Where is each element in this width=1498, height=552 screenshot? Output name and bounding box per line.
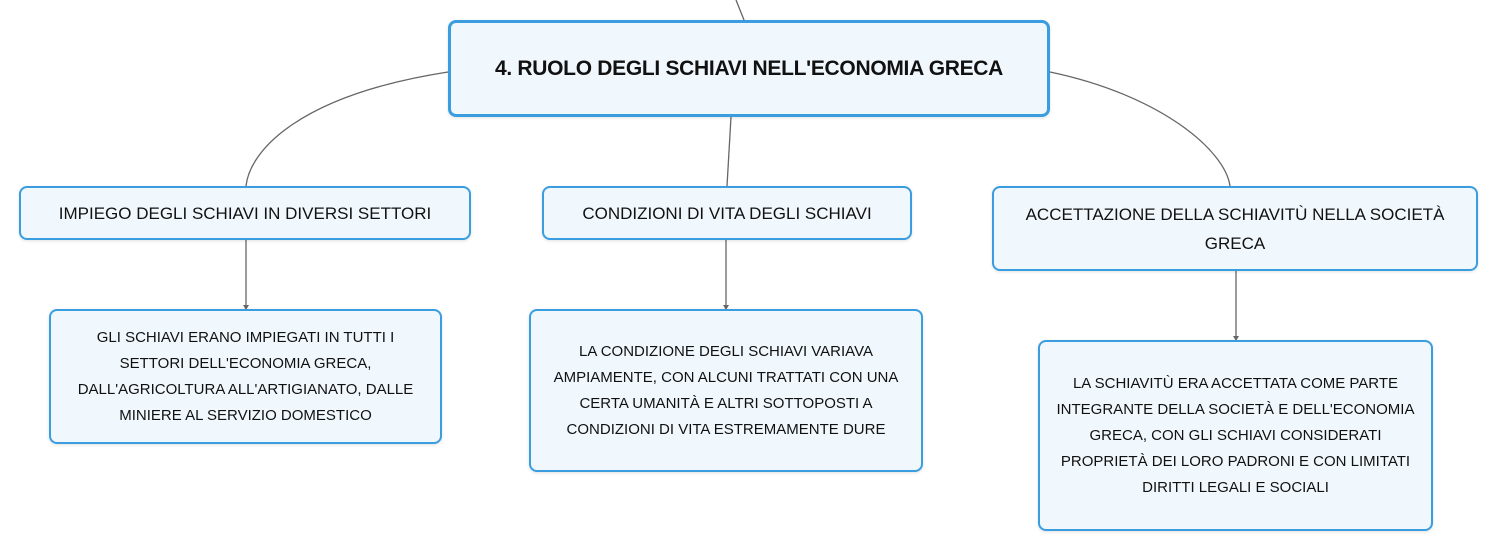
connector-root-to-topic-3 <box>1050 72 1230 186</box>
topic-node-accettazione[interactable] <box>992 186 1478 271</box>
detail-node-condizioni[interactable] <box>529 309 923 472</box>
root-node[interactable] <box>448 20 1050 117</box>
connector-root-to-topic-2 <box>727 117 731 186</box>
root-node-label: 4. RUOLO DEGLI SCHIAVI NELL'ECONOMIA GRECA <box>494 56 1004 80</box>
topic-node-condizioni[interactable] <box>542 186 912 240</box>
detail-node-text: LA CONDIZIONE DEGLI SCHIAVI VARIAVA AMPIAMENTE, CON ALCUNI TRATTATI CON UNA CERTA UMANITÀ E ALTRI SOTTOPOSTI A CONDIZIONI DI VITA ESTREMAMENTE DURE <box>553 342 899 438</box>
detail-node-impiego[interactable] <box>49 309 442 444</box>
detail-node-text: LA SCHIAVITÙ ERA ACCETTATA COME PARTE INTEGRANTE DELLA SOCIETÀ E DELL'ECONOMIA GRECA, CON GLI SCHIAVI CONSIDERATI PROPRIETÀ DEI LORO PADRONI E CON LIMITATI DIRITTI LEGALI E SOCIALI <box>1056 374 1415 496</box>
topic-node-label: IMPIEGO DEGLI SCHIAVI IN DIVERSI SETTORI <box>58 203 432 223</box>
topic-node-impiego[interactable] <box>19 186 471 240</box>
topic-node-label: CONDIZIONI DI VITA DEGLI SCHIAVI <box>582 203 872 223</box>
detail-node-accettazione[interactable] <box>1038 340 1433 531</box>
connector-parent-to-root <box>736 0 744 20</box>
detail-node-text: GLI SCHIAVI ERANO IMPIEGATI IN TUTTI I SETTORI DELL'ECONOMIA GRECA, DALL'AGRICOLTURA ALL'ARTIGIANATO, DALLE MINIERE AL SERVIZIO DOMESTICO <box>77 328 414 424</box>
topic-node-label: ACCETTAZIONE DELLA SCHIAVITÙ NELLA SOCIETÀ GRECA <box>1025 204 1445 253</box>
connector-root-to-topic-1 <box>246 72 448 186</box>
